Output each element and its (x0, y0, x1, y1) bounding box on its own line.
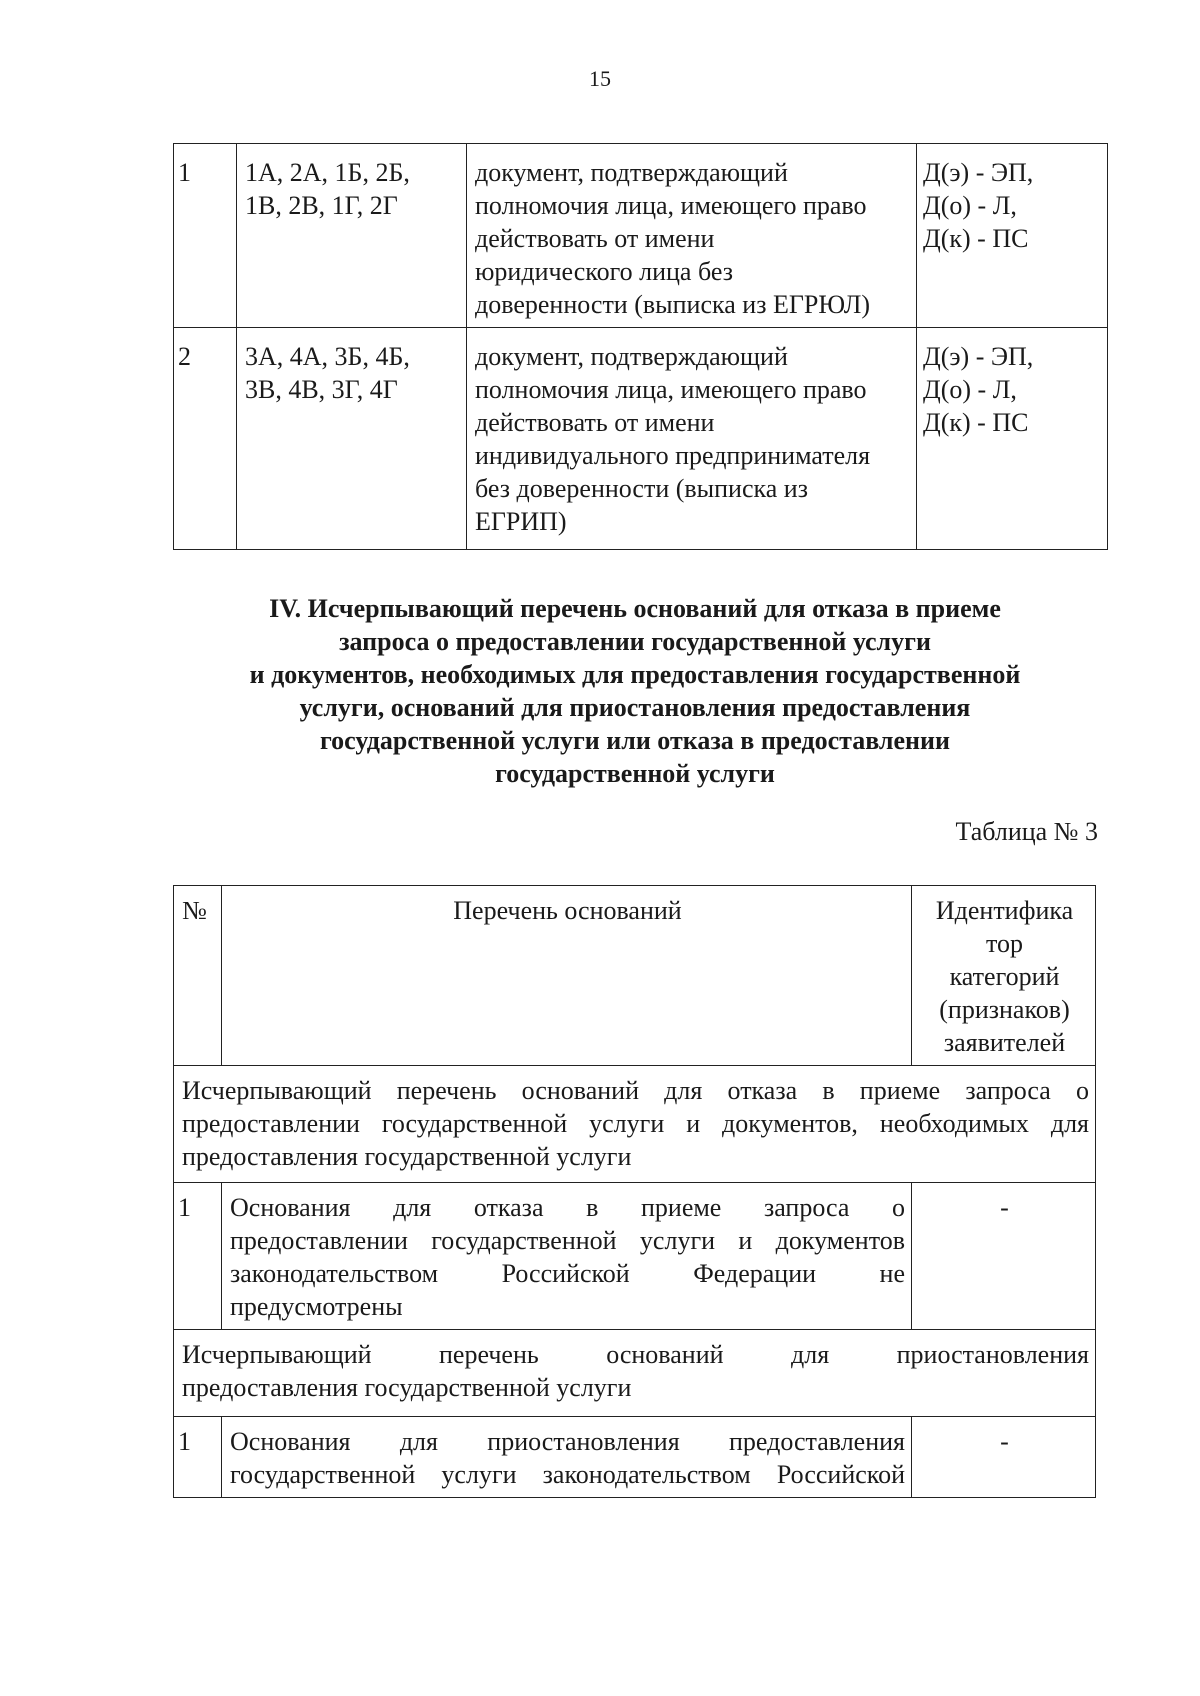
row-number: 2 (174, 328, 237, 550)
header-list: Перечень оснований (222, 886, 912, 1066)
row-identifier: - (912, 1417, 1096, 1498)
table-row (174, 1417, 1096, 1498)
document-form: Д(э) - ЭП, Д(о) - Л, Д(к) - ПС (917, 328, 1108, 550)
table-row (174, 1183, 1096, 1330)
header-number: № (174, 886, 222, 1066)
table-row (174, 328, 1108, 550)
document-form: Д(э) - ЭП, Д(о) - Л, Д(к) - ПС (917, 144, 1108, 328)
section-heading-suspension: Исчерпывающий перечень оснований для приостановления предоставления государственной услуги (174, 1330, 1096, 1417)
applicant-categories: 3А, 4А, 3Б, 4Б, 3В, 4В, 3Г, 4Г (237, 328, 467, 550)
page-number: 15 (589, 66, 611, 91)
table-section-row (174, 1330, 1096, 1417)
section-title: IV. Исчерпывающий перечень оснований для отказа в приеме запроса о предоставлении государственной услуги и документов, необходимых для предоставления государственной услуги, оснований для приостановления предоставления государственной услуги или отказа в предоставлении государственной услуги (249, 594, 1021, 788)
row-text: Основания для приостановления предоставления государственной услуги законодательством Российской (222, 1417, 912, 1498)
table-row (174, 144, 1108, 328)
row-identifier: - (912, 1183, 1096, 1330)
document-description: документ, подтверждающий полномочия лица, имеющего право действовать от имени юридического лица без доверенности (выписка из ЕГРЮЛ) (467, 144, 917, 328)
table-label: Таблица № 3 (955, 817, 1098, 846)
table-section-row (174, 1066, 1096, 1183)
row-text: Основания для отказа в приеме запроса о предоставлении государственной услуги и документов законодательством Российской Федерации не предусмотрены (222, 1183, 912, 1330)
applicant-documents-table (173, 143, 1108, 550)
row-number: 1 (174, 1183, 222, 1330)
section-heading-refusal: Исчерпывающий перечень оснований для отказа в приеме запроса о предоставлении государственной услуги и документов, необходимых для предоставления государственной услуги (174, 1066, 1096, 1183)
document-description: документ, подтверждающий полномочия лица, имеющего право действовать от имени индивидуального предпринимателя без доверенности (выписка из ЕГРИП) (467, 328, 917, 550)
header-identifier: Идентифика тор категорий (признаков) заявителей (912, 886, 1096, 1066)
row-number: 1 (174, 144, 237, 328)
table-header-row (174, 886, 1096, 1066)
row-number: 1 (174, 1417, 222, 1498)
grounds-table (173, 885, 1096, 1498)
applicant-categories: 1А, 2А, 1Б, 2Б, 1В, 2В, 1Г, 2Г (237, 144, 467, 328)
